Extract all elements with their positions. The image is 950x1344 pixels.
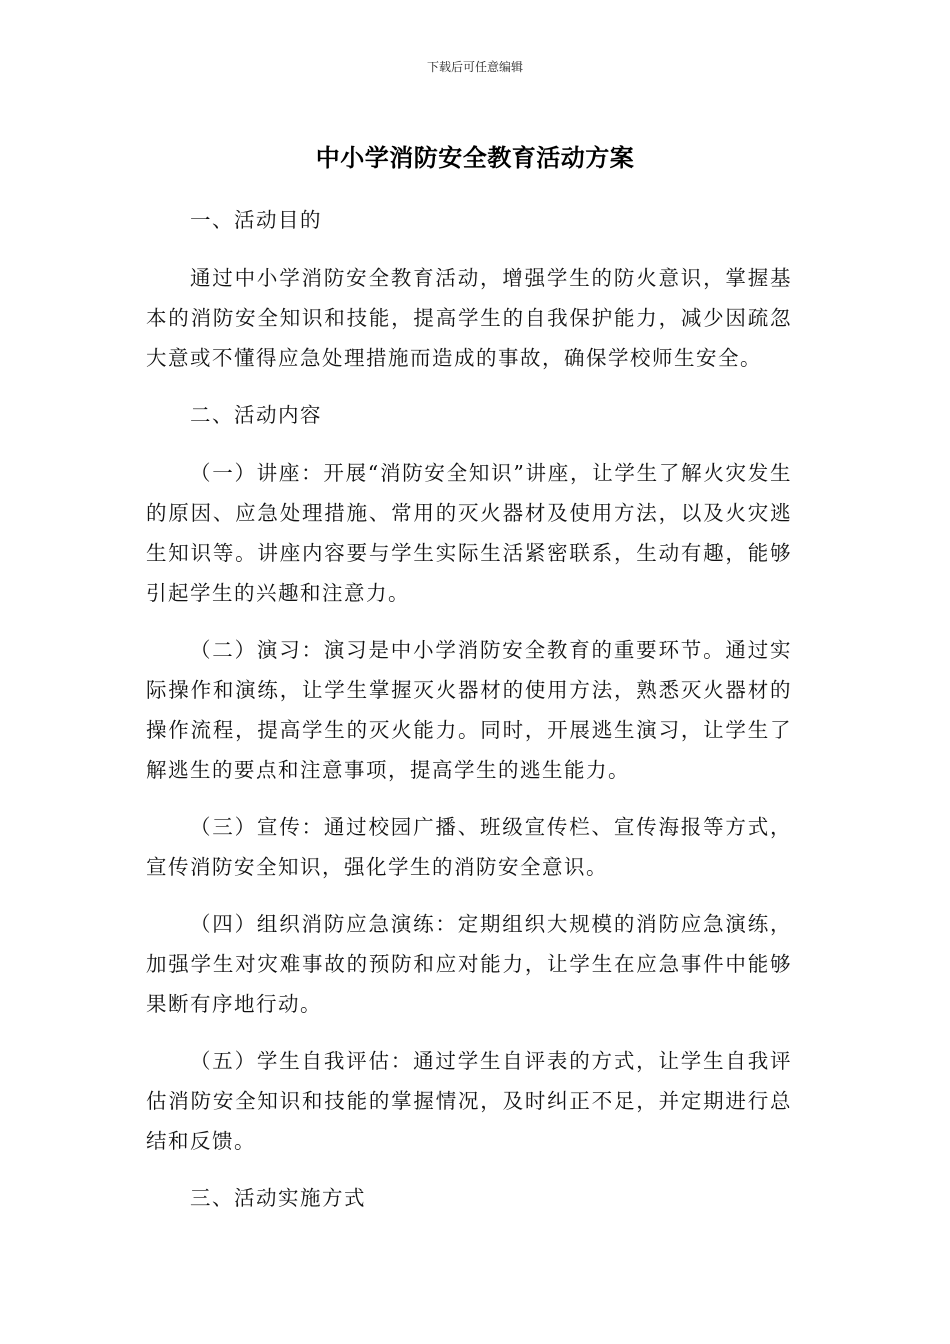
header-note: 下载后可任意编辑 [426,60,523,74]
section-heading-purpose: 一、活动目的 [190,208,322,232]
document-body [146,200,792,1218]
paragraph-self-assessment: （五）学生自我评估：通过学生自评表的方式，让学生自我评估消防安全知识和技能的掌握情况，及时纠正不足，并定期进行总结和反馈。 [146,1049,792,1153]
paragraph-emergency-exercise: （四）组织消防应急演练：定期组织大规模的消防应急演练，加强学生对灾难事故的预防和应对能力，让学生在应急事件中能够果断有序地行动。 [146,912,792,1016]
section-heading-implementation: 三、活动实施方式 [190,1186,366,1210]
paragraph-purpose: 通过中小学消防安全教育活动，增强学生的防火意识，掌握基本的消防安全知识和技能，提高学生的自我保护能力，减少因疏忽大意或不懂得应急处理措施而造成的事故，确保学校师生安全。 [146,266,792,370]
document-title: 中小学消防安全教育活动方案 [315,144,635,172]
paragraph-lecture: （一）讲座：开展“消防安全知识”讲座，让学生了解火灾发生的原因、应急处理措施、常用的灭火器材及使用方法，以及火灾逃生知识等。讲座内容要与学生实际生活紧密联系，生动有趣，能够引起学生的兴趣和注意力。 [146,461,792,605]
paragraph-drill: （二）演习：演习是中小学消防安全教育的重要环节。通过实际操作和演练，让学生掌握灭火器材的使用方法，熟悉灭火器材的操作流程，提高学生的灭火能力。同时，开展逃生演习，让学生了解逃生的要点和注意事项，提高学生的逃生能力。 [146,638,792,782]
paragraph-publicity: （三）宣传：通过校园广播、班级宣传栏、宣传海报等方式，宣传消防安全知识，强化学生的消防安全意识。 [146,815,792,879]
section-heading-content: 二、活动内容 [190,403,322,427]
